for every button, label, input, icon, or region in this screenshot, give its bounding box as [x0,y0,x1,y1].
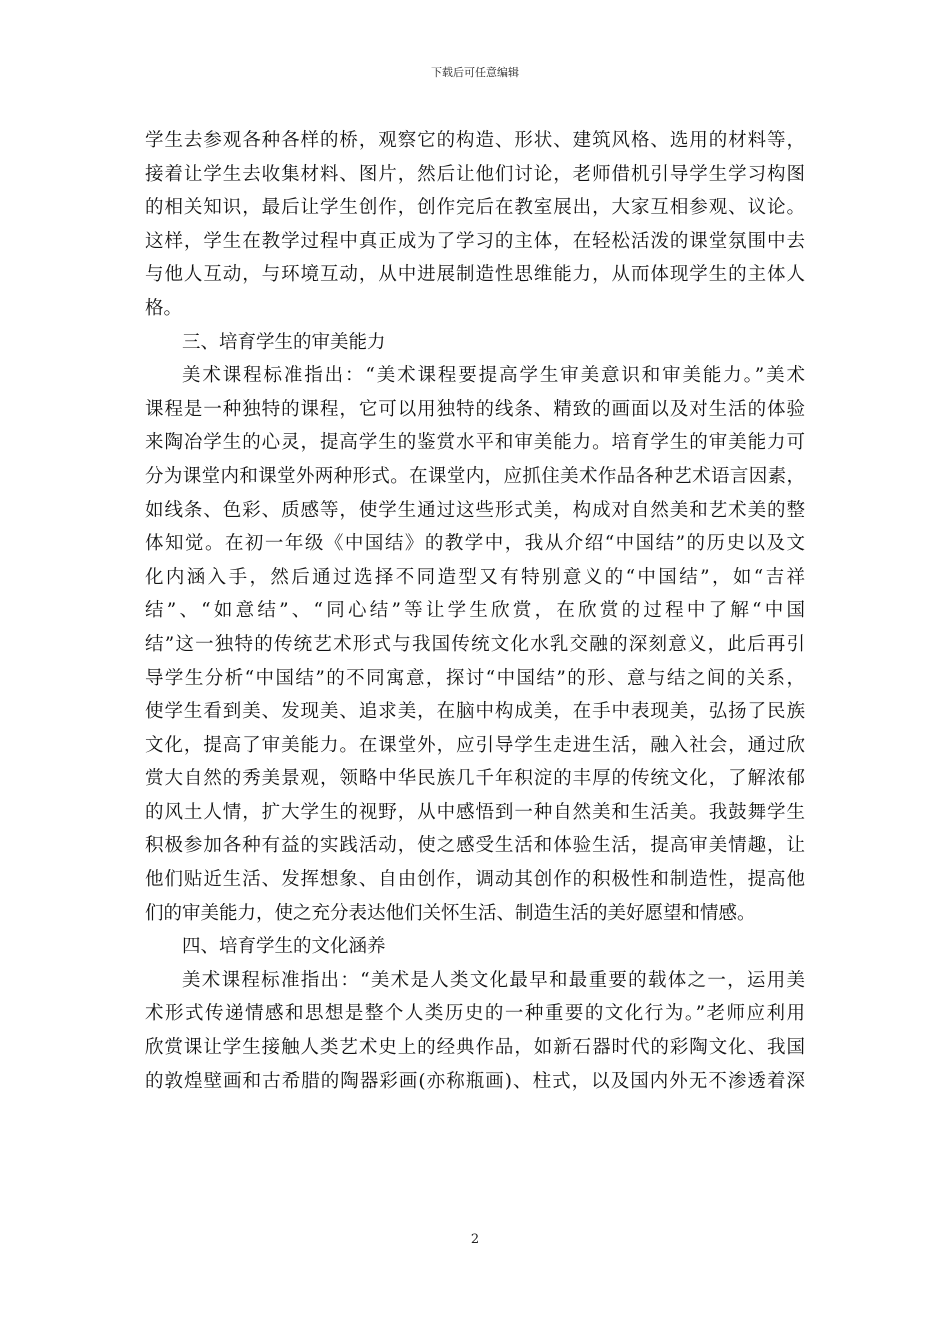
text-line: 与他人互动，与环境互动，从中进展制造性思维能力，从而体现学生的主体人 [145,264,805,286]
text-line: 来陶冶学生的心灵，提高学生的鉴赏水平和审美能力。培育学生的审美能力可 [145,432,805,454]
text-line: 积极参加各种有益的实践活动，使之感受生活和体验生活，提高审美情趣，让 [145,835,805,857]
text-line: 美术课程标准指出：“美术是人类文化最早和最重要的载体之一，运用美 [182,969,805,991]
text-line: 赏大自然的秀美景观，领略中华民族几千年积淀的丰厚的传统文化，了解浓郁 [145,768,805,790]
text-line: 课程是一种独特的课程，它可以用独特的线条、精致的画面以及对生活的体验 [145,398,805,420]
text-line: 使学生看到美、发现美、追求美，在脑中构成美，在手中表现美，弘扬了民族 [145,701,805,723]
text-line: 术形式传递情感和思想是整个人类历史的一种重要的文化行为。”老师应利用 [145,1003,805,1025]
text-line: 体知觉。在初一年级《中国结》的教学中，我从介绍“中国结”的历史以及文 [145,533,805,555]
text-line: 文化，提高了审美能力。在课堂外，应引导学生走进生活，融入社会，通过欣 [145,734,805,756]
page-header: 下载后可任意编辑 [431,66,519,79]
page-number: 2 [470,1232,480,1247]
text-line: 分为课堂内和课堂外两种形式。在课堂内，应抓住美术作品各种艺术语言因素， [145,465,805,487]
text-line: 格。 [145,297,183,319]
text-line: 的相关知识，最后让学生创作，创作完后在教室展出，大家互相参观、议论。 [145,197,805,219]
section-heading: 三、培育学生的审美能力 [182,331,386,353]
text-line: 导学生分析“中国结”的不同寓意，探讨“中国结”的形、意与结之间的关系， [145,667,805,689]
text-line: 接着让学生去收集材料、图片，然后让他们讨论，老师借机引导学生学习构图 [145,163,805,185]
text-line: 学生去参观各种各样的桥，观察它的构造、形状、建筑风格、选用的材料等， [145,130,805,151]
text-line: 这样，学生在教学过程中真正成为了学习的主体，在轻松活泼的课堂氛围中去 [145,230,805,252]
text-line: 如线条、色彩、质感等，使学生通过这些形式美，构成对自然美和艺术美的整 [145,499,805,521]
text-line: 的风土人情，扩大学生的视野，从中感悟到一种自然美和生活美。我鼓舞学生 [145,801,805,823]
text-line: 结”、“如意结”、“同心结”等让学生欣赏，在欣赏的过程中了解“中国 [145,600,805,622]
text-line: 欣赏课让学生接触人类艺术史上的经典作品，如新石器时代的彩陶文化、我国 [145,1037,805,1059]
text-line: 结”这一独特的传统艺术形式与我国传统文化水乳交融的深刻意义，此后再引 [145,633,805,655]
text-line: 的敦煌壁画和古希腊的陶器彩画(亦称瓶画)、柱式，以及国内外无不渗透着深 [145,1070,805,1092]
text-line: 们的审美能力，使之充分表达他们关怀生活、制造生活的美好愿望和情感。 [145,902,756,924]
text-line: 化内涵入手，然后通过选择不同造型又有特别意义的“中国结”，如“吉祥 [145,566,805,588]
document-body [145,124,805,1098]
section-heading: 四、培育学生的文化涵养 [182,936,386,958]
text-line: 他们贴近生活、发挥想象、自由创作，调动其创作的积极性和制造性，提高他 [145,869,805,891]
text-line: 美术课程标准指出：“美术课程要提高学生审美意识和审美能力。”美术 [182,365,805,387]
